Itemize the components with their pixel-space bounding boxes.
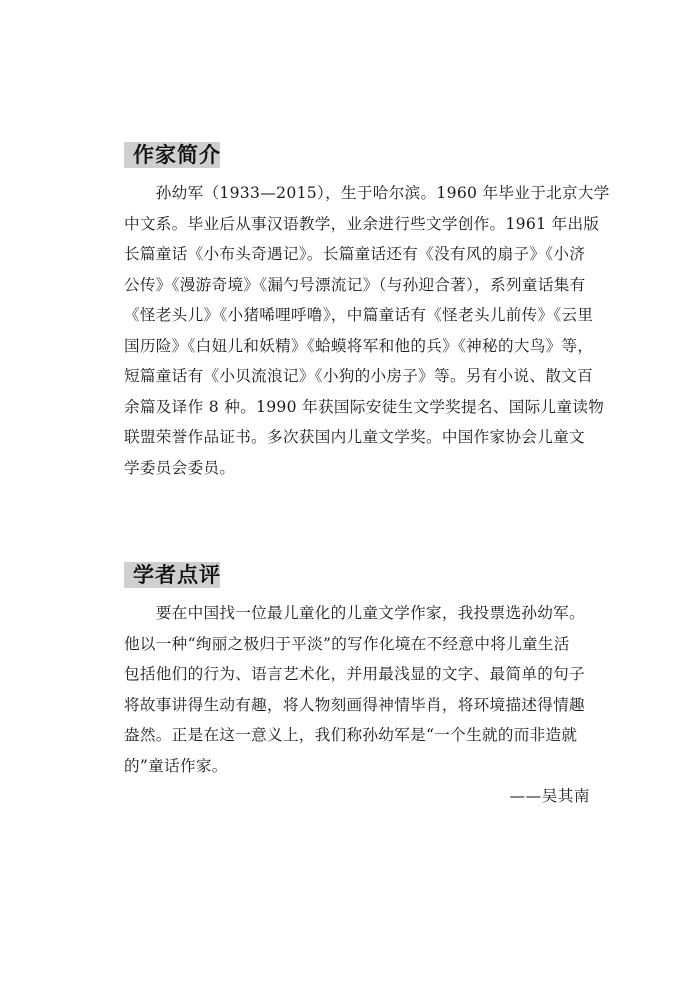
text-line: 短篇童话有《小贝流浪记》《小狗的小房子》等。另有小说、散文百 (124, 367, 594, 385)
text-line: 包括他们的行为、语言艺术化，并用最浅显的文字、最简单的句子 (124, 665, 585, 683)
text-line: 公传》《漫游奇境》《漏勺号漂流记》（与孙迎合著），系列童话集有 (124, 275, 586, 294)
text-line: 联盟荣誉作品证书。多次获国内儿童文学奖。中国作家协会儿童文 (124, 428, 585, 446)
scholar-review-heading-text: 学者点评 (133, 563, 221, 587)
text-line: 的”童话作家。 (124, 756, 228, 775)
text-line: 中文系。毕业后从事汉语教学，业余进行些文学创作。1961 年出版 (124, 214, 600, 233)
author-bio-heading (124, 138, 221, 172)
text-line: 要在中国找一位最儿童化的儿童文学作家，我投票选孙幼军。 (124, 604, 585, 622)
author-bio-body (124, 178, 610, 483)
text-line: 《怪老头儿》《小猪唏哩呼噜》，中篇童话有《怪老头儿前传》《云里 (124, 306, 594, 324)
scholar-review-body (124, 598, 594, 781)
scholar-review-section (124, 558, 594, 812)
text-line: 余篇及译作 8 种。1990 年获国际安徒生文学奖提名、国际儿童读物 (124, 397, 605, 416)
text-line: 他以一种“绚丽之极归于平淡”的写作化境在不经意中将儿童生活 (124, 634, 570, 653)
author-bio-section (124, 138, 610, 483)
text-line: 盎然。正是在这一意义上，我们称孙幼军是“一个生就的而非造就 (124, 726, 578, 744)
text-line: 学委员会委员。 (124, 458, 236, 477)
text-line: 长篇童话《小布头奇遇记》。长篇童话还有《没有风的扇子》《小济 (124, 245, 586, 263)
author-bio-heading-text: 作家简介 (133, 143, 221, 167)
text-line: 将故事讲得生动有趣，将人物刻画得神情毕肖，将环境描述得情趣 (124, 695, 585, 714)
text-line: 国历险》《白妞儿和妖精》《蛤蟆将军和他的兵》《神秘的大鸟》等， (124, 336, 594, 355)
scholar-review-heading (124, 558, 221, 592)
review-signature: ——吴其南 (509, 787, 590, 805)
text-line: 孙幼军（1933—2015），生于哈尔滨。1960 年毕业于北京大学 (124, 184, 610, 202)
